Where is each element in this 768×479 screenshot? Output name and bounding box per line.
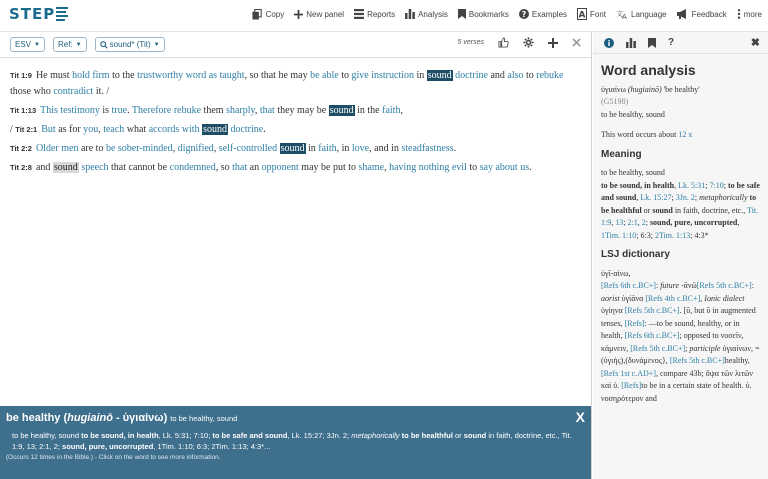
definition-text: future bbox=[660, 281, 679, 290]
highlighted-word[interactable]: sound bbox=[53, 162, 78, 173]
definition-text: ; bbox=[685, 343, 690, 353]
word-link[interactable]: true bbox=[111, 105, 128, 116]
definition-text: to be healthy, sound bbox=[601, 168, 665, 177]
occurs-link[interactable]: 12 x bbox=[678, 130, 693, 139]
lsj-text bbox=[601, 268, 760, 406]
lexicon-short-def: to be healthy, sound bbox=[170, 414, 238, 423]
verse-text: He must bbox=[35, 70, 73, 81]
definition-text: healthy, bbox=[724, 356, 750, 365]
nav-new-panel[interactable] bbox=[294, 10, 344, 19]
definition-text: Ionic dialect bbox=[704, 293, 745, 303]
copy-icon bbox=[252, 9, 263, 20]
definition-text: , compare 43b; ὅψα τῶν λιτῶν καὶ ὑ. bbox=[601, 368, 754, 390]
definition-text: , Lk. 15:27; 3Jn. 2; bbox=[287, 431, 352, 440]
verse-text: what bbox=[124, 124, 149, 135]
verse-text: to the bbox=[109, 70, 138, 81]
word-link[interactable]: doctrine bbox=[230, 124, 264, 135]
verse-text: , bbox=[213, 143, 219, 154]
nav-label: Copy bbox=[265, 9, 285, 19]
verse-reference[interactable]: Tit 1:13 bbox=[10, 106, 37, 115]
definition-text: to be healthful bbox=[401, 431, 453, 440]
definition-text: -ᾰνῶ bbox=[679, 281, 697, 290]
definition-text: ; bbox=[671, 193, 676, 202]
definition-text: participle bbox=[689, 343, 721, 353]
verse-text: they may be bbox=[274, 105, 329, 116]
verse-text: . bbox=[529, 162, 532, 173]
nav-analysis[interactable] bbox=[405, 9, 448, 19]
word-link[interactable]: rebuke bbox=[536, 70, 564, 81]
verse-separator: / bbox=[10, 124, 16, 135]
word-link[interactable]: say bbox=[479, 162, 493, 173]
reference-link[interactable]: [Refs 5th c.BC+] bbox=[696, 281, 752, 290]
verse-text: . bbox=[263, 124, 266, 135]
nav-feedback[interactable] bbox=[677, 9, 727, 19]
thumbs-up-icon[interactable] bbox=[498, 37, 509, 48]
passage-text bbox=[0, 58, 591, 176]
definition-text: , bbox=[674, 180, 679, 190]
verse-text: to bbox=[466, 162, 480, 173]
passage-toolbar bbox=[0, 32, 591, 58]
verse-text: , and in bbox=[369, 143, 402, 154]
close-icon[interactable] bbox=[572, 38, 581, 47]
greek-word: ὑγιαίνω bbox=[601, 84, 626, 94]
reference-link[interactable]: [Refs] bbox=[624, 318, 645, 328]
occurs-label: This word occurs about bbox=[601, 130, 679, 139]
nav-language[interactable] bbox=[616, 9, 667, 19]
translate-icon bbox=[616, 9, 628, 19]
definition-text: ὑγίηνα bbox=[601, 306, 625, 315]
reference-link[interactable]: 1Tim. 1:10 bbox=[601, 230, 637, 240]
quick-lexicon-popup[interactable] bbox=[0, 406, 591, 479]
highlighted-word[interactable]: sound bbox=[203, 124, 227, 135]
reference-link[interactable]: 2Tim. 1:13 bbox=[654, 230, 691, 240]
passage-actions bbox=[458, 37, 581, 48]
word-link[interactable]: faith bbox=[382, 105, 401, 116]
lexicon-greek: ὑγιαίνω bbox=[122, 412, 164, 424]
occurrence-line bbox=[601, 129, 760, 142]
svg-text:文: 文 bbox=[616, 10, 624, 18]
word-link[interactable]: also bbox=[507, 70, 524, 81]
question-circle-icon bbox=[519, 9, 529, 19]
verse-text: those who bbox=[10, 86, 54, 97]
verse bbox=[10, 122, 581, 138]
word-link[interactable]: love bbox=[351, 143, 370, 154]
reference-link[interactable]: Tit. 1:9 bbox=[601, 205, 759, 227]
verse bbox=[10, 103, 581, 119]
word-link[interactable]: as taught bbox=[208, 70, 245, 81]
nav-more[interactable] bbox=[737, 9, 762, 19]
definition-text: metaphorically bbox=[699, 193, 748, 202]
svg-text:A: A bbox=[622, 13, 627, 19]
word-link[interactable]: condemned bbox=[169, 162, 216, 173]
word-link[interactable]: rebuke bbox=[173, 105, 202, 116]
definition-text: in faith, doctrine, etc., Tit. 1:9, 13; 2:1, 2; bbox=[12, 431, 572, 451]
definition-text: to be sound, in health bbox=[81, 431, 159, 440]
word-link[interactable]: faith bbox=[318, 143, 337, 154]
bookmark-icon bbox=[458, 9, 466, 19]
sidebar bbox=[593, 32, 768, 479]
reference-link[interactable]: 2 bbox=[641, 218, 646, 227]
word-link[interactable]: about bbox=[495, 162, 518, 173]
reference-link[interactable]: 7:10 bbox=[709, 180, 724, 190]
strong-number: (G5198) bbox=[601, 97, 629, 106]
meaning-heading: Meaning bbox=[601, 148, 642, 160]
definition-text: , bbox=[611, 218, 616, 227]
definition-text: metaphorically bbox=[351, 431, 400, 440]
definition-text: sound, pure, uncorrupted bbox=[62, 442, 154, 451]
logo-text: STEP bbox=[9, 5, 56, 23]
close-sidebar-button[interactable]: ✖ bbox=[750, 37, 760, 49]
top-navigation bbox=[0, 0, 768, 32]
definition-text: : —to be sound, healthy, or in health, bbox=[601, 318, 740, 340]
definition-text: sound bbox=[463, 431, 487, 440]
bookmark-icon[interactable] bbox=[648, 38, 656, 48]
definition-text: to be in a certain state of health. ὑ. νοσηρότερον and bbox=[601, 381, 752, 403]
word-link[interactable]: us bbox=[520, 162, 530, 173]
word-link[interactable]: speech bbox=[81, 162, 109, 173]
add-panel-icon[interactable] bbox=[548, 38, 558, 48]
caret-down-icon: ▼ bbox=[153, 41, 160, 48]
verse-text: in bbox=[413, 70, 427, 81]
nav-label: New panel bbox=[306, 9, 345, 19]
nav-label: Analysis bbox=[418, 9, 448, 19]
verse-text: are to bbox=[78, 143, 106, 154]
highlighted-word[interactable]: sound bbox=[329, 105, 354, 116]
verse-text: them bbox=[201, 105, 227, 116]
word-link[interactable]: hold firm bbox=[72, 70, 110, 81]
sidebar-title: Word analysis bbox=[601, 62, 696, 78]
short-definition: to be healthy, sound bbox=[601, 109, 665, 119]
definition-text: to be healthy, sound bbox=[12, 431, 82, 440]
gloss: 'be healthy' bbox=[663, 84, 700, 94]
definition-text: to be safe and sound bbox=[601, 180, 760, 202]
definition-text: to be healthful bbox=[601, 193, 757, 215]
word-header bbox=[601, 84, 760, 97]
nav-label: Bookmarks bbox=[468, 9, 509, 19]
definition-text: , bbox=[637, 218, 642, 227]
verse-text: and bbox=[35, 162, 53, 173]
font-icon bbox=[577, 8, 587, 20]
close-popup-button[interactable]: X bbox=[575, 409, 585, 425]
word-link[interactable]: This bbox=[40, 105, 61, 116]
reference-link[interactable]: [Refs 1st c.AD+] bbox=[601, 368, 656, 378]
quick-lexicon-title: be healthy (hugiainō - ὑγιαίνω) to be healthy, sound bbox=[6, 412, 238, 424]
reference-link[interactable]: 13 bbox=[615, 218, 624, 227]
lexicon-transliteration: hugiainō bbox=[67, 412, 113, 424]
nav-bookmarks[interactable] bbox=[458, 9, 509, 19]
definition-text: , bbox=[636, 193, 641, 202]
sidebar-tabs bbox=[593, 32, 768, 54]
bar-chart-icon bbox=[405, 9, 415, 19]
verse-reference[interactable]: Tit 2:2 bbox=[10, 144, 32, 153]
word-link[interactable]: nothing bbox=[418, 162, 450, 173]
svg-text:?: ? bbox=[521, 10, 527, 19]
verse bbox=[10, 160, 581, 176]
verse-text: , in bbox=[336, 143, 352, 154]
highlighted-word[interactable]: sound bbox=[280, 143, 305, 154]
word-link[interactable]: doctrine bbox=[455, 70, 488, 81]
verse-reference[interactable]: Tit 2:8 bbox=[10, 163, 32, 172]
verse-text: to bbox=[338, 70, 352, 81]
reference-link[interactable]: [Refs] bbox=[621, 381, 642, 390]
plus-icon bbox=[294, 10, 303, 19]
word-link[interactable]: having bbox=[389, 162, 417, 173]
nav-label: more bbox=[743, 9, 762, 19]
word-link[interactable]: that bbox=[232, 162, 248, 173]
verse-text: that cannot be bbox=[108, 162, 170, 173]
word-link[interactable]: Therefore bbox=[131, 105, 172, 116]
gear-icon[interactable] bbox=[523, 37, 534, 48]
word-link[interactable]: be able bbox=[310, 70, 339, 81]
definition-text: . [ῡ, but ῠ in augmented tenses, bbox=[601, 306, 756, 328]
verse-text: an bbox=[247, 162, 262, 173]
definition-text: : bbox=[751, 281, 754, 290]
nav-reports[interactable] bbox=[354, 9, 395, 19]
help-icon[interactable]: ? bbox=[668, 37, 675, 48]
word-link[interactable]: that bbox=[259, 105, 275, 116]
reference-link[interactable]: [Refs 4th c.BC+] bbox=[645, 293, 701, 303]
verse-text: , so bbox=[215, 162, 233, 173]
verse-text: , bbox=[384, 162, 390, 173]
verse-text: , bbox=[98, 124, 104, 135]
verse-reference[interactable]: Tit 1:9 bbox=[10, 71, 32, 80]
word-link[interactable]: be sober-minded bbox=[105, 143, 173, 154]
verse-text: it. / bbox=[93, 86, 110, 97]
verse-text: . bbox=[127, 105, 132, 116]
definition-text: or bbox=[452, 431, 464, 440]
definition-text: to be safe and sound bbox=[212, 431, 288, 440]
definition-text: ; opposed to νοσεῖν, κάμνειν, bbox=[601, 331, 744, 353]
definition-text: ὑγιαίνων, =(ὑγιής),(δυνάμενος}, bbox=[601, 343, 760, 365]
reference-label: Ref: bbox=[57, 40, 73, 49]
definition-text: ; 4:3* bbox=[690, 230, 709, 240]
svg-text:A: A bbox=[578, 10, 586, 20]
definition-text: , Lk. 5:31; 7:10; bbox=[158, 431, 213, 440]
word-link[interactable]: steadfastness bbox=[401, 143, 454, 154]
reference-dropdown[interactable] bbox=[53, 37, 87, 52]
more-vertical-icon bbox=[737, 9, 741, 19]
nav-label: Feedback bbox=[691, 9, 727, 19]
verse-text: , bbox=[400, 105, 403, 116]
verse-text: , bbox=[172, 143, 178, 154]
list-icon bbox=[354, 9, 364, 19]
verse-count: 5 verses bbox=[457, 39, 484, 46]
verse-text: and bbox=[487, 70, 508, 81]
definition-text: aorist bbox=[601, 293, 620, 303]
caret-down-icon: ▼ bbox=[75, 41, 82, 48]
nav-font[interactable] bbox=[577, 8, 606, 20]
definition-text: , 1Tim. 1:10; 6:3; 2Tim. 1:13; 4:3*... bbox=[153, 442, 271, 451]
reference-link[interactable]: [Refs 6th c.BC+] bbox=[624, 331, 680, 340]
verse-text: to bbox=[523, 70, 537, 81]
word-link[interactable]: Older men bbox=[35, 143, 79, 154]
definition-text: in faith, doctrine, etc., bbox=[672, 205, 748, 215]
caret-down-icon: ▼ bbox=[34, 41, 40, 48]
word-link[interactable]: you bbox=[83, 124, 99, 135]
occurrence-note: (Occurs 12 times in the Bible.) - Click on the word to see more information. bbox=[6, 454, 221, 461]
nav-examples[interactable] bbox=[519, 9, 567, 19]
verse-text: as for bbox=[55, 124, 84, 135]
lsj-heading: LSJ dictionary bbox=[601, 249, 670, 260]
search-label: sound* (Tit) bbox=[109, 40, 151, 49]
definition-text: : bbox=[655, 281, 661, 290]
passage-panel bbox=[0, 32, 592, 479]
definition-text: ὑγῐ-αίνω, bbox=[601, 268, 631, 278]
lexicon-gloss: be healthy bbox=[6, 412, 61, 424]
reference-link[interactable]: [Refs 6th c.BC+] bbox=[601, 281, 656, 290]
verse bbox=[10, 68, 581, 100]
word-link[interactable]: trustworthy bbox=[137, 70, 184, 81]
logo-lines-icon bbox=[56, 7, 68, 21]
nav-copy[interactable] bbox=[252, 9, 285, 20]
search-dropdown[interactable] bbox=[95, 37, 165, 52]
definition-text: sound bbox=[652, 205, 673, 215]
definition-text: ; bbox=[705, 180, 710, 190]
word-link[interactable]: word bbox=[185, 70, 207, 81]
word-link[interactable]: sharply bbox=[226, 105, 255, 116]
verse-text: , so that he may bbox=[244, 70, 311, 81]
definition-text: ; bbox=[645, 218, 650, 227]
reference-link[interactable]: Lk. 5:31 bbox=[678, 180, 706, 190]
word-link[interactable]: dignified bbox=[177, 143, 214, 154]
word-link[interactable]: testimony bbox=[60, 105, 100, 116]
transliteration: (hugiainō) bbox=[627, 84, 662, 94]
verse-text: , bbox=[254, 105, 260, 116]
step-logo[interactable] bbox=[9, 5, 68, 23]
nav-label: Font bbox=[590, 9, 607, 19]
definition-text: to be sound, in health bbox=[601, 180, 675, 190]
quick-lexicon-definition bbox=[12, 430, 585, 452]
verse-text: . bbox=[453, 143, 457, 154]
definition-text: , bbox=[737, 218, 740, 227]
meaning-text bbox=[601, 167, 760, 242]
word-link[interactable]: evil bbox=[451, 162, 467, 173]
word-link[interactable]: teach bbox=[103, 124, 125, 135]
word-link[interactable]: opponent bbox=[261, 162, 299, 173]
definition-text: ; 6:3; bbox=[636, 230, 655, 240]
verse-text: may be put to bbox=[298, 162, 359, 173]
word-link[interactable]: give instruction bbox=[351, 70, 414, 81]
bar-chart-icon[interactable] bbox=[626, 38, 636, 48]
megaphone-icon bbox=[677, 9, 689, 19]
definition-text: ; bbox=[623, 218, 628, 227]
highlighted-word[interactable]: sound bbox=[427, 70, 452, 81]
reference-link[interactable]: [Refs 5th c.BC+] bbox=[624, 306, 680, 315]
definition-text: ; bbox=[723, 180, 728, 190]
nav-label: Reports bbox=[367, 9, 396, 19]
definition-text: or bbox=[641, 205, 653, 215]
definition-text: ; bbox=[694, 193, 700, 202]
word-analysis-panel bbox=[593, 54, 768, 405]
nav-label: Language bbox=[631, 9, 667, 19]
nav-label: Examples bbox=[531, 9, 568, 19]
reference-link[interactable]: 3Jn. 2 bbox=[675, 193, 695, 202]
info-icon[interactable] bbox=[604, 38, 614, 48]
version-dropdown[interactable] bbox=[10, 37, 45, 52]
word-link[interactable]: shame bbox=[358, 162, 385, 173]
reference-link[interactable]: Lk. 15:27 bbox=[640, 193, 672, 202]
word-link[interactable]: But bbox=[41, 124, 56, 135]
verse-text: in the bbox=[354, 105, 383, 116]
definition-text: , bbox=[700, 293, 705, 303]
definition-text: sound, pure, uncorrupted bbox=[649, 218, 738, 227]
version-label: ESV bbox=[15, 40, 32, 49]
verse bbox=[10, 141, 581, 157]
verse-reference[interactable]: Tit 2:1 bbox=[15, 125, 38, 134]
reference-link[interactable]: [Refs 5th c.BC+] bbox=[669, 356, 725, 365]
search-icon bbox=[100, 41, 108, 49]
verse-text: is bbox=[99, 105, 112, 116]
word-link[interactable]: contradict bbox=[53, 86, 94, 97]
definition-text: ὑγίᾶνα bbox=[619, 293, 646, 303]
reference-link[interactable]: [Refs 5th c.BC+] bbox=[630, 343, 686, 353]
verse-text: in bbox=[305, 143, 319, 154]
reference-link[interactable]: 2:1 bbox=[627, 218, 638, 227]
word-link[interactable]: self-controlled bbox=[218, 143, 278, 154]
nav-menu bbox=[252, 8, 762, 20]
word-link[interactable]: accords with bbox=[148, 124, 200, 135]
